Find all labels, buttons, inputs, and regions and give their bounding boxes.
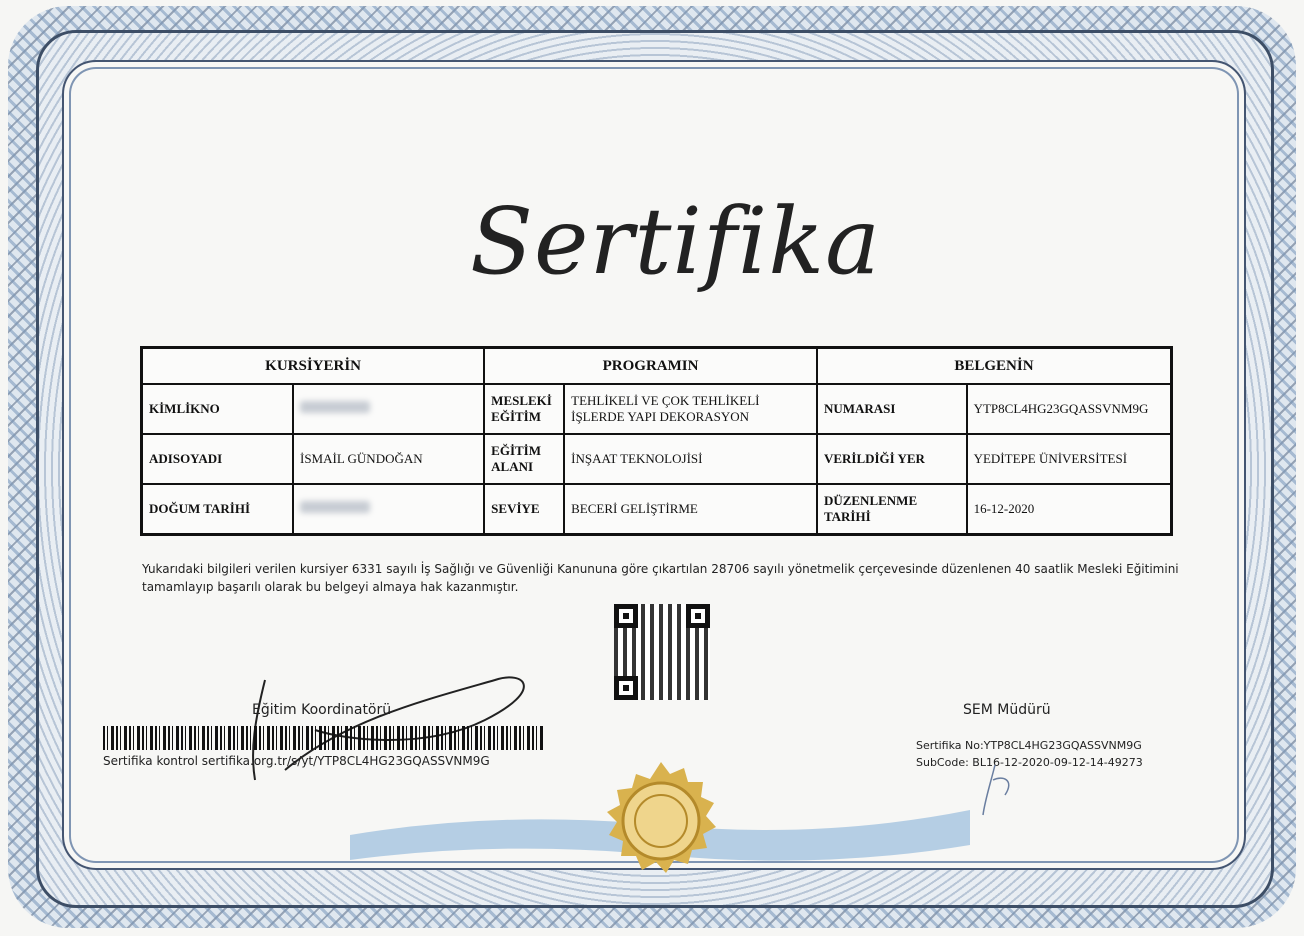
label-vocational-training: MESLEKİ EĞİTİM bbox=[484, 384, 564, 434]
value-number: YTP8CL4HG23GQASSVNM9G bbox=[967, 384, 1172, 434]
qr-finder-top-left bbox=[614, 604, 638, 628]
director-signature bbox=[975, 760, 1035, 820]
label-id-no: KİMLİKNO bbox=[142, 384, 293, 434]
header-document: BELGENİN bbox=[817, 348, 1172, 385]
qr-finder-bottom-left bbox=[614, 676, 638, 700]
value-issue-date: 16-12-2020 bbox=[967, 484, 1172, 535]
value-level: BECERİ GELİŞTİRME bbox=[564, 484, 817, 535]
verification-link[interactable]: Sertifika kontrol sertifika.org.tr/s/yt/YTP8CL4HG23GQASSVNM9G bbox=[103, 754, 490, 768]
coordinator-label: Eğitim Koordinatörü bbox=[252, 702, 392, 718]
gold-seal bbox=[600, 760, 722, 882]
value-id-no-redacted bbox=[293, 384, 484, 434]
label-level: SEVİYE bbox=[484, 484, 564, 535]
label-issue-date: DÜZENLENME TARİHİ bbox=[817, 484, 967, 535]
sub-code: SubCode: BL16-12-2020-09-12-14-49273 bbox=[916, 756, 1143, 769]
value-birth-date-redacted bbox=[293, 484, 484, 535]
label-issued-place: VERİLDİĞİ YER bbox=[817, 434, 967, 484]
value-full-name: İSMAİL GÜNDOĞAN bbox=[293, 434, 484, 484]
barcode bbox=[103, 726, 543, 750]
table-row bbox=[142, 434, 1172, 484]
sem-director-label: SEM Müdürü bbox=[963, 702, 1051, 718]
header-trainee: KURSİYERİN bbox=[142, 348, 485, 385]
certificate-title: Sertifika bbox=[470, 188, 881, 295]
table-header-row bbox=[142, 348, 1172, 385]
certificate-statement: Yukarıdaki bilgileri verilen kursiyer 6331 sayılı İş Sağlığı ve Güvenliği Kanununa göre çıkartılan 28706 sayılı yönetmelik çerçevesinde düzenlenen 40 saatlik Mesleki Eğitimini tamamlayıp başarılı olarak bu belgeyi almaya hak kazanmıştır. bbox=[142, 562, 1179, 594]
label-number: NUMARASI bbox=[817, 384, 967, 434]
value-training-field: İNŞAAT TEKNOLOJİSİ bbox=[564, 434, 817, 484]
label-training-field: EĞİTİM ALANI bbox=[484, 434, 564, 484]
certificate-info-table bbox=[140, 346, 1173, 536]
table-row bbox=[142, 384, 1172, 434]
qr-finder-top-right bbox=[686, 604, 710, 628]
qr-code[interactable] bbox=[614, 604, 710, 700]
value-issued-place: YEDİTEPE ÜNİVERSİTESİ bbox=[967, 434, 1172, 484]
redacted-birthdate-blur bbox=[300, 501, 370, 513]
label-birth-date: DOĞUM TARİHİ bbox=[142, 484, 293, 535]
certificate-number: Sertifika No:YTP8CL4HG23GQASSVNM9G bbox=[916, 739, 1142, 752]
redacted-id-blur bbox=[300, 401, 370, 413]
value-vocational-training: TEHLİKELİ VE ÇOK TEHLİKELİ İŞLERDE YAPI DEKORASYON bbox=[564, 384, 817, 434]
table-row bbox=[142, 484, 1172, 535]
label-full-name: ADISOYADI bbox=[142, 434, 293, 484]
header-program: PROGRAMIN bbox=[484, 348, 817, 385]
